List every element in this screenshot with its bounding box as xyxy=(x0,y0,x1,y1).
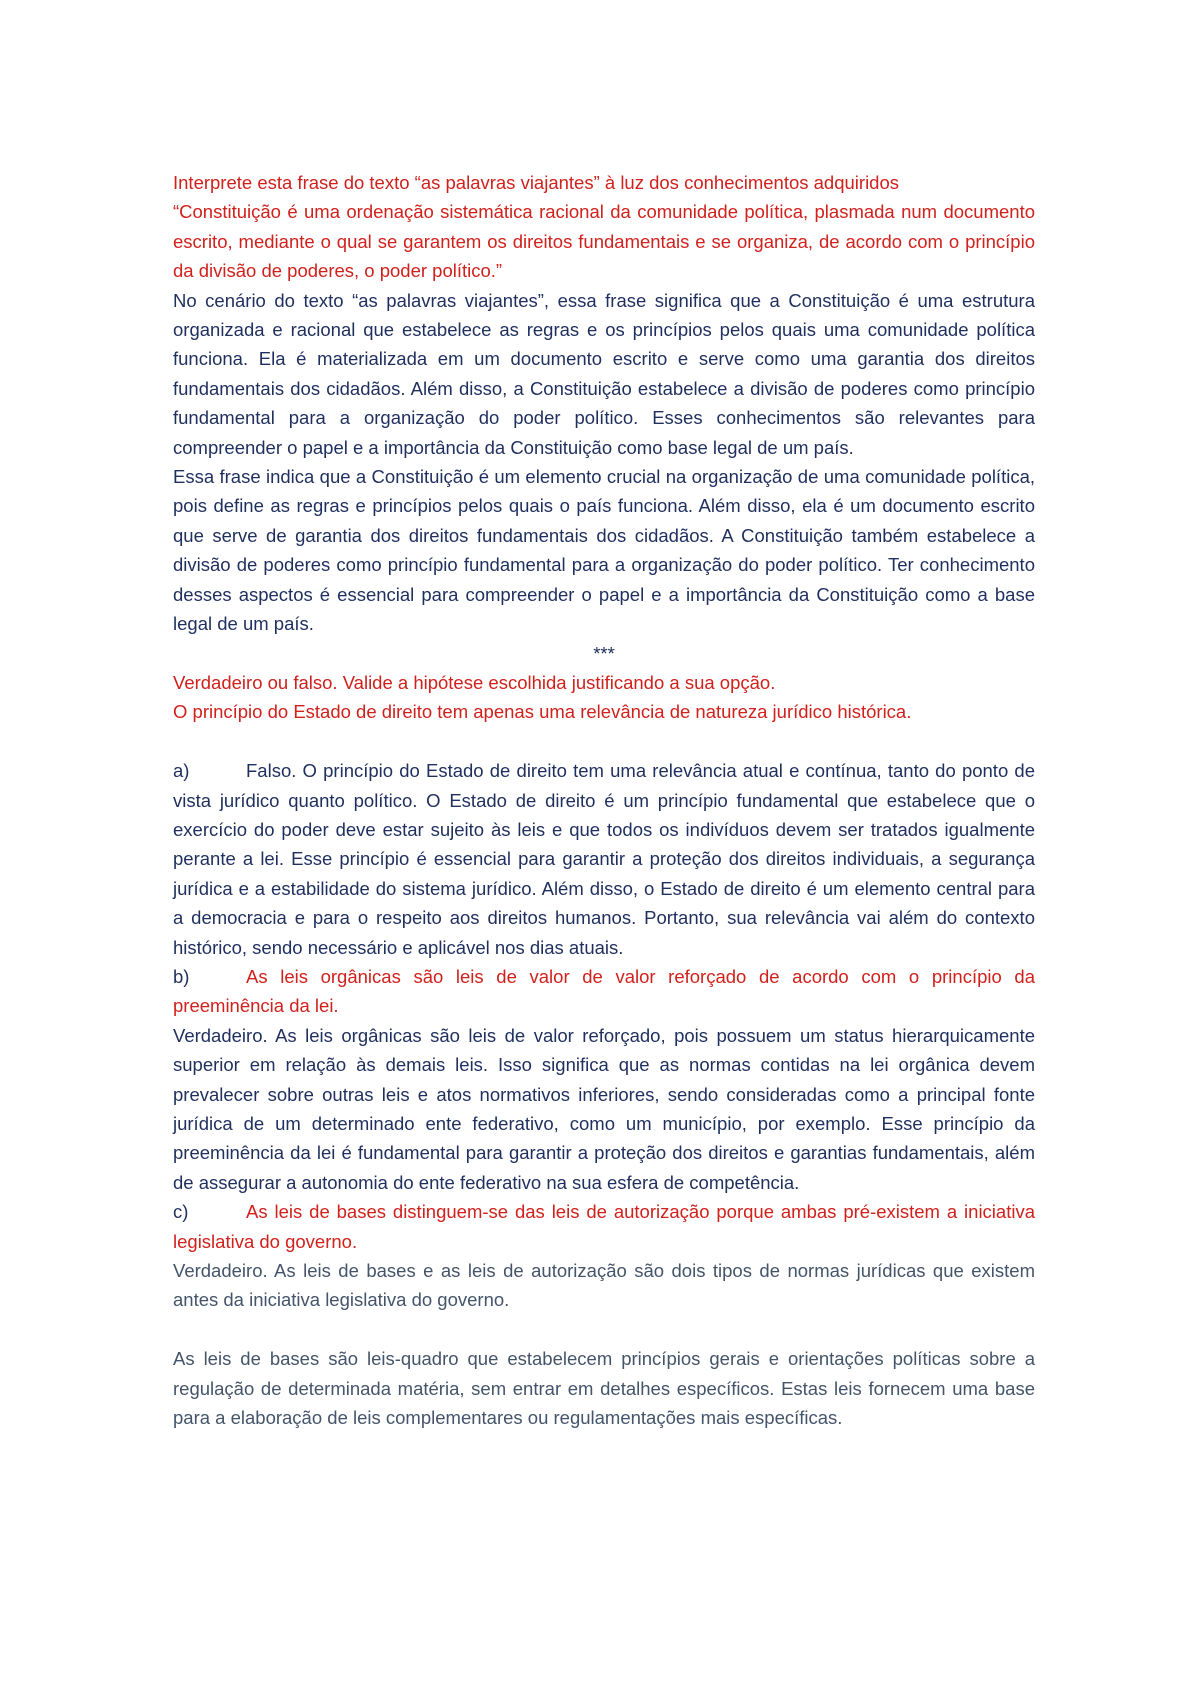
item-a xyxy=(173,756,1035,962)
item-a-label: a) xyxy=(173,760,190,782)
item-b-question-text: As leis orgânicas são leis de valor de valor reforçado de acordo com o princípio da preeminência da lei. xyxy=(173,965,1035,1017)
blank-line xyxy=(173,1315,1035,1344)
question-2-statement: O princípio do Estado de direito tem apenas uma relevância de natureza jurídico histórica. xyxy=(173,701,912,723)
item-c-label: c) xyxy=(173,1201,189,1223)
question-2-instruction: Verdadeiro ou falso. Valide a hipótese escolhida justificando a sua opção. xyxy=(173,671,776,693)
question-1-prompt: Interprete esta frase do texto “as palavras viajantes” à luz dos conhecimentos adquiridos xyxy=(173,172,900,193)
document-body xyxy=(173,168,1035,1432)
item-b-question xyxy=(173,962,1035,1021)
constitution-quote: “Constituição é uma ordenação sistemática racional da comunidade política, plasmada num documento escrito, mediante o qual se garantem os direitos fundamentais e se organiza, de acordo com o princípio da divisão de poderes, o poder político.” xyxy=(173,201,1035,282)
blank-line xyxy=(173,727,1035,756)
item-b-answer: Verdadeiro. As leis orgânicas são leis de valor reforçado, pois possuem um status hierarquicamente superior em relação às demais leis. Isso significa que as normas contidas na lei orgânica devem prevalecer sobre outras leis e atos normativos inferiores, sendo consideradas como a principal fonte jurídica de um determinado ente federativo, como um município, por exemplo. Esse princípio da preeminência da lei é fundamental para garantir a proteção dos direitos e garantias fundamentais, além de assegurar a autonomia do ente federativo na sua esfera de competência. xyxy=(173,1024,1035,1193)
answer-1-paragraph-1: No cenário do texto “as palavras viajantes”, essa frase significa que a Constituição é uma estrutura organizada e racional que estabelece as regras e os princípios pelos quais uma comunidade política funciona. Ela é materializada em um documento escrito e serve como uma garantia dos direitos fundamentais dos cidadãos. Além disso, a Constituição estabelece a divisão de poderes como princípio fundamental para a organização do poder político. Esses conhecimentos são relevantes para compreender o papel e a importância da Constituição como base legal de um país. xyxy=(173,289,1035,458)
item-c-answer-paragraph-2: As leis de bases são leis-quadro que estabelecem princípios gerais e orientações políticas sobre a regulação de determinada matéria, sem entrar em detalhes específicos. Estas leis fornecem uma base para a elaboração de leis complementares ou regulamentações mais específicas. xyxy=(173,1348,1035,1429)
section-separator: *** xyxy=(593,642,615,664)
item-c-question xyxy=(173,1197,1035,1256)
item-c-question-text: As leis de bases distinguem-se das leis de autorização porque ambas pré-existem a iniciativa legislativa do governo. xyxy=(173,1201,1035,1252)
item-c-answer: Verdadeiro. As leis de bases e as leis de autorização são dois tipos de normas jurídicas que existem antes da iniciativa legislativa do governo. xyxy=(173,1260,1035,1311)
answer-1-paragraph-2: Essa frase indica que a Constituição é um elemento crucial na organização de uma comunidade política, pois define as regras e princípios pelos quais o país funciona. Além disso, ela é um documento escrito que serve de garantia dos direitos fundamentais dos cidadãos. A Constituição também estabelece a divisão de poderes como princípio fundamental para a organização do poder político. Ter conhecimento desses aspectos é essencial para compreender o papel e a importância da Constituição como a base legal de um país. xyxy=(173,466,1035,635)
item-a-text: Falso. O princípio do Estado de direito tem uma relevância atual e contínua, tanto do ponto de vista jurídico quanto político. O Estado de direito é um princípio fundamental que estabelece que o exercício do poder deve estar sujeito às leis e que todos os indivíduos devem ser tratados igualmente perante a lei. Esse princípio é essencial para garantir a proteção dos direitos individuais, a segurança jurídica e a estabilidade do sistema jurídico. Além disso, o Estado de direito é um elemento central para a democracia e para o respeito aos direitos humanos. Portanto, sua relevância vai além do contexto histórico, sendo necessário e aplicável nos dias atuais. xyxy=(173,760,1035,958)
item-b-label: b) xyxy=(173,965,190,987)
